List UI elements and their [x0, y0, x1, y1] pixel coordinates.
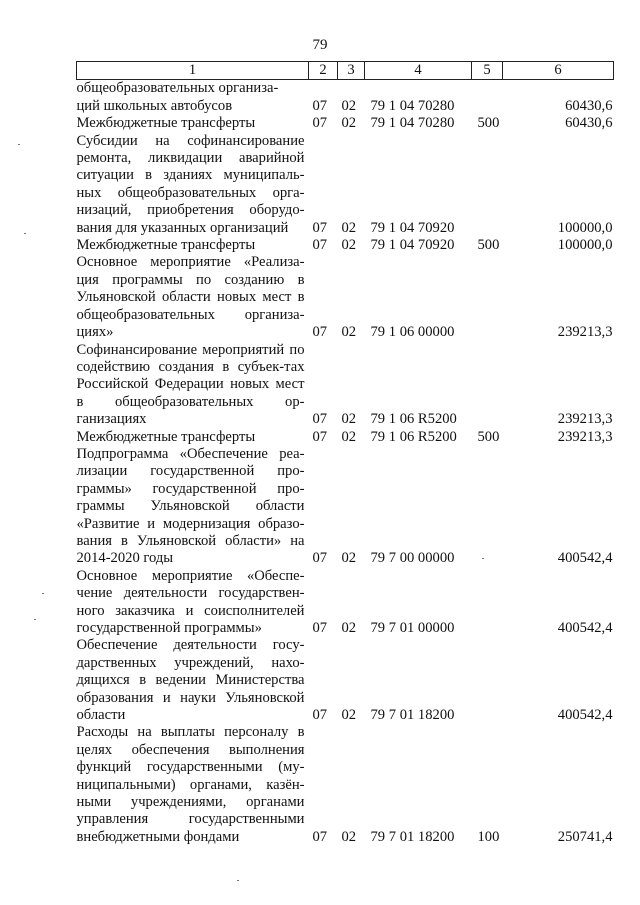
scan-speck [42, 593, 44, 594]
column-header: 3 [338, 62, 365, 80]
row-name: Обеспечение деятельности госу-дарственных учреждений, нахо-дящихся в ведении Министерства образования и науки Ульяновской области [76, 637, 305, 724]
row-name: Межбюджетные трансферты [76, 115, 256, 132]
row-section: 07 [312, 115, 328, 132]
row-subsection: 02 [341, 97, 357, 114]
table-row [77, 133, 614, 237]
row-code: 79 7 00 00000 [370, 550, 455, 567]
row-expense-type [472, 568, 503, 638]
row-section: 07 [312, 411, 328, 428]
row-code: 79 1 06 R5200 [370, 428, 457, 445]
row-expense-type [472, 80, 503, 115]
table-row [77, 115, 614, 132]
page-number: 79 [312, 37, 328, 53]
row-subsection: 02 [341, 550, 357, 567]
row-subsection: 02 [341, 219, 357, 236]
row-code: 79 1 04 70920 [370, 219, 455, 236]
row-code: 79 1 04 70280 [370, 115, 455, 132]
table-row [77, 237, 614, 254]
row-code: 79 7 01 18200 [370, 707, 455, 724]
row-section: 07 [312, 828, 328, 845]
row-name: Субсидии на софинансирование ремонта, ликвидации аварийной ситуации в зданиях муниципаль-ных общеобразовательных орга-низаций, приобретения оборудо-вания для указанных организаций [76, 132, 305, 236]
row-code: 79 7 01 18200 [370, 828, 455, 845]
row-name: Основное мероприятие «Реализа-ция программы по созданию в Ульяновской области новых мест в общеобразовательных организа-циях» [76, 254, 305, 341]
row-amount: 239213,3 [557, 428, 613, 445]
row-name: Подпрограмма «Обеспечение реа-лизации государственной про-граммы» государственной про-граммы Ульяновской области «Развитие и модернизация образо-вания в Ульяновской области» на 2014-2020 годы [76, 445, 305, 567]
row-expense-type [472, 342, 503, 429]
row-amount: 60430,6 [565, 97, 613, 114]
row-code: 79 7 01 00000 [370, 620, 455, 636]
row-section: 07 [312, 620, 328, 636]
row-name: общеобразовательных организа- ций школьных автобусов [76, 80, 279, 114]
row-amount: 100000,0 [557, 219, 613, 236]
row-amount: 239213,3 [557, 411, 613, 428]
row-section: 07 [312, 428, 328, 445]
column-header: 4 [365, 62, 472, 80]
table-row [77, 342, 614, 429]
table-row [77, 429, 614, 446]
row-section: 07 [312, 550, 328, 567]
row-subsection: 02 [341, 707, 357, 724]
row-name: Межбюджетные трансферты [76, 428, 256, 445]
row-section: 07 [312, 324, 328, 341]
scan-speck [34, 619, 36, 620]
row-amount: 100000,0 [557, 237, 613, 254]
row-name: Софинансирование мероприятий по содействию создания в субъек-тах Российской Федерации новых мест в общеобразовательных ор-ганизациях [76, 341, 305, 428]
scan-speck [24, 233, 26, 234]
row-amount: 239213,3 [557, 324, 613, 341]
row-amount: 400542,4 [557, 620, 613, 636]
row-expense-type: 500 [477, 237, 500, 254]
column-header: 1 [77, 62, 309, 80]
row-section: 07 [312, 237, 328, 254]
row-subsection: 02 [341, 428, 357, 445]
budget-table [76, 61, 614, 846]
table-row [77, 80, 614, 115]
column-header: 2 [309, 62, 338, 80]
row-code: 79 1 04 70920 [370, 237, 455, 254]
table-row [77, 724, 614, 846]
row-expense-type [472, 254, 503, 341]
scan-speck [18, 144, 20, 145]
row-section: 07 [312, 219, 328, 236]
row-amount: 60430,6 [565, 115, 613, 132]
table-header-row [77, 62, 614, 80]
row-code: 79 1 06 R5200 [370, 411, 457, 428]
column-header: 6 [503, 62, 614, 80]
row-expense-type [472, 133, 503, 237]
row-subsection: 02 [341, 115, 357, 132]
scan-speck [482, 558, 484, 559]
row-subsection: 02 [341, 620, 357, 636]
row-subsection: 02 [341, 324, 357, 341]
row-name: Расходы на выплаты персоналу в целях обеспечения выполнения функций государственными (му-ниципальными) органами, казён-ными учреждениями, органами управления государственными внебюджетными фондами [76, 724, 305, 845]
row-expense-type: 100 [477, 828, 500, 845]
row-amount: 250741,4 [557, 828, 613, 845]
row-expense-type [472, 637, 503, 724]
row-code: 79 1 04 70280 [370, 97, 455, 114]
row-expense-type [472, 446, 503, 568]
table-row [77, 254, 614, 341]
row-amount: 400542,4 [557, 707, 613, 724]
row-section: 07 [312, 97, 328, 114]
row-subsection: 02 [341, 411, 357, 428]
table-row [77, 568, 614, 638]
table-row [77, 446, 614, 568]
row-expense-type: 500 [477, 115, 500, 132]
row-code: 79 1 06 00000 [370, 324, 455, 341]
row-expense-type: 500 [477, 428, 500, 445]
table-row [77, 637, 614, 724]
row-amount: 400542,4 [557, 550, 613, 567]
row-name: Межбюджетные трансферты [76, 237, 256, 254]
row-section: 07 [312, 707, 328, 724]
column-header: 5 [472, 62, 503, 80]
row-subsection: 02 [341, 828, 357, 845]
scan-speck [237, 880, 239, 881]
row-name: Основное мероприятие «Обеспе-чение деятельности государствен-ного заказчика и соисполнителей государственной программы» [76, 567, 305, 636]
row-subsection: 02 [341, 237, 357, 254]
